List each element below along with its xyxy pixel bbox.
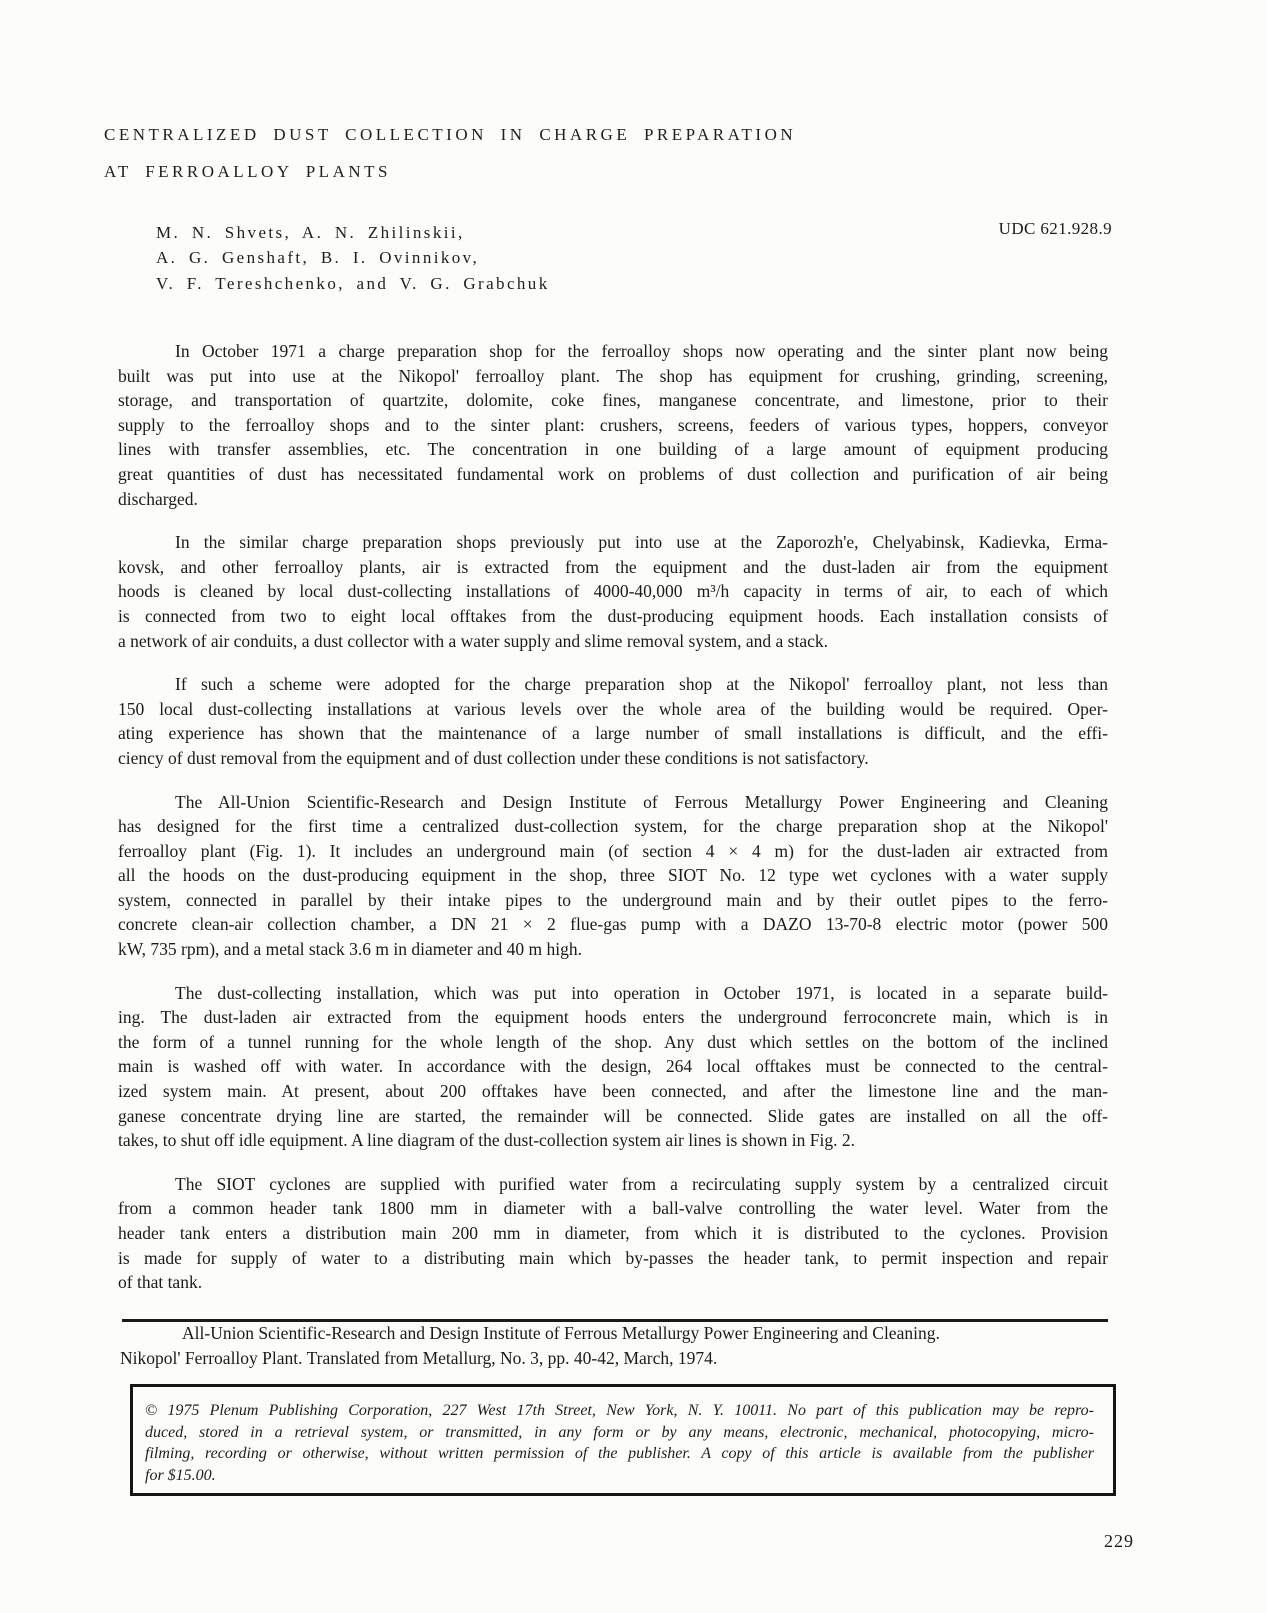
page-number: 229: [1104, 1531, 1134, 1551]
paragraph: [118, 530, 1108, 653]
paragraph: [118, 981, 1108, 1153]
body-line: The SIOT cyclones are supplied with purified water from a recirculating supply system by a centralized circuit: [175, 1173, 1108, 1194]
body-line: ized system main. At present, about 200 offtakes have been connected, and after the limestone line and the man-: [118, 1081, 1108, 1102]
author-line: V. F. Tereshchenko, and V. G. Grabchuk: [156, 273, 550, 293]
body-line: discharged.: [118, 488, 198, 509]
footnote-line: Nikopol' Ferroalloy Plant. Translated from Metallurg, No. 3, pp. 40-42, March, 1974.: [120, 1347, 718, 1368]
body-line: takes, to shut off idle equipment. A line diagram of the dust-collection system air lines is shown in Fig. 2.: [118, 1130, 856, 1151]
body-line: If such a scheme were adopted for the charge preparation shop at the Nikopol' ferroalloy plant, not less than: [175, 674, 1108, 695]
copyright-line: © 1975 Plenum Publishing Corporation, 227 West 17th Street, New York, N. Y. 10011. No part of this publication may be repro-: [145, 1402, 1094, 1419]
body-line: is connected from two to eight local offtakes from the dust-producing equipment hoods. Each installation consists of: [118, 605, 1108, 626]
body-line: ing. The dust-laden air extracted from the equipment hoods enters the underground ferroconcrete main, which is in: [118, 1007, 1108, 1028]
footnote-line: All-Union Scientific-Research and Design Institute of Ferrous Metallurgy Power Engineering and Cleaning.: [182, 1323, 940, 1343]
body-line: a network of air conduits, a dust collector with a water supply and slime removal system, and a stack.: [118, 630, 829, 651]
body-line: ciency of dust removal from the equipment and of dust collection under these conditions is not satisfactory.: [118, 747, 869, 768]
footnote: [120, 1321, 1110, 1370]
body-line: built was put into use at the Nikopol' ferroalloy plant. The shop has equipment for crushing, grinding, screening,: [118, 365, 1108, 386]
paragraph: [118, 339, 1108, 511]
paragraph: [118, 672, 1108, 770]
author-line: M. N. Shvets, A. N. Zhilinskii,: [156, 223, 465, 242]
body-line: ating experience has shown that the maintenance of a large number of small installations is difficult, and the effi-: [118, 723, 1108, 744]
article-title-line-1: CENTRALIZED DUST COLLECTION IN CHARGE PREPARATION: [104, 125, 797, 144]
body-line: 150 local dust-collecting installations at various levels over the whole area of the building would be required. Oper-: [118, 698, 1108, 719]
udc-code: UDC 621.928.9: [998, 219, 1112, 238]
body-line: supply to the ferroalloy shops and to the sinter plant: crushers, screens, feeders of various types, hoppers, conveyor: [118, 414, 1108, 435]
body-line: ferroalloy plant (Fig. 1). It includes an underground main (of section 4 × 4 m) for the dust-laden air extracted from: [118, 840, 1108, 861]
body-line: The All-Union Scientific-Research and Design Institute of Ferrous Metallurgy Power Engineering and Cleaning: [175, 791, 1108, 812]
body-line: In October 1971 a charge preparation shop for the ferroalloy shops now operating and the sinter plant now being: [175, 341, 1108, 361]
body-line: great quantities of dust has necessitated fundamental work on problems of dust collection and purification of air being: [118, 463, 1108, 484]
body-line: has designed for the first time a centralized dust-collection system, for the charge preparation shop at the Nikopol': [118, 816, 1108, 837]
body-line: In the similar charge preparation shops previously put into use at the Zaporozh'e, Chelyabinsk, Kadievka, Erma-: [175, 532, 1108, 553]
copyright-line: for $15.00.: [145, 1467, 216, 1485]
body-line: all the hoods on the dust-producing equipment in the shop, three SIOT No. 12 type wet cyclones with a water supply: [118, 865, 1108, 886]
paragraph: [118, 790, 1108, 962]
body-line: hoods is cleaned by local dust-collecting installations of 4000-40,000 m³/h capacity in terms of air, to each of which: [118, 581, 1108, 602]
body-line: The dust-collecting installation, which was put into operation in October 1971, is located in a separate build-: [175, 982, 1108, 1003]
body-line: header tank enters a distribution main 200 mm in diameter, from which it is distributed to the cyclones. Provision: [118, 1223, 1108, 1243]
author-line: A. G. Genshaft, B. I. Ovinnikov,: [156, 248, 480, 268]
body-line: concrete clean-air collection chamber, a DN 21 × 2 flue-gas pump with a DAZO 13-70-8 electric motor (power 500: [118, 914, 1108, 935]
body-line: kovsk, and other ferroalloy plants, air is extracted from the equipment and the dust-laden air from the equipment: [118, 556, 1108, 577]
copyright-line: duced, stored in a retrieval system, or transmitted, in any form or by any means, electronic, mechanical, photocopying, micro-: [145, 1423, 1094, 1441]
paragraph: [118, 1172, 1108, 1295]
copyright-line: filming, recording or otherwise, without written permission of the publisher. A copy of this article is available from the publisher: [145, 1445, 1094, 1463]
body-line: ganese concentrate drying line are started, the remainder will be connected. Slide gates are installed on all the off-: [118, 1105, 1108, 1126]
body-line: main is washed off with water. In accordance with the design, 264 local offtakes must be connected to the central-: [118, 1056, 1108, 1077]
article-body: [118, 339, 1108, 1295]
body-line: from a common header tank 1800 mm in diameter with a ball-valve controlling the water level. Water from the: [118, 1198, 1108, 1219]
body-line: kW, 735 rpm), and a metal stack 3.6 m in diameter and 40 m high.: [118, 939, 582, 960]
body-line: storage, and transportation of quartzite, dolomite, coke fines, manganese concentrate, and limestone, prior to their: [118, 390, 1108, 411]
body-line: lines with transfer assemblies, etc. The concentration in one building of a large amount of equipment producing: [118, 439, 1108, 460]
body-line: system, connected in parallel by their intake pipes to the underground main and by their outlet pipes to the ferro-: [118, 889, 1108, 910]
copyright-box: [130, 1384, 1116, 1496]
authors-block: [156, 220, 550, 296]
body-line: is made for supply of water to a distributing main which by-passes the header tank, to permit inspection and repair: [118, 1247, 1108, 1268]
body-line: of that tank.: [118, 1272, 203, 1293]
article-title-line-2: AT FERROALLOY PLANTS: [104, 162, 391, 181]
body-line: the form of a tunnel running for the whole length of the shop. Any dust which settles on the bottom of the inclined: [118, 1031, 1108, 1052]
